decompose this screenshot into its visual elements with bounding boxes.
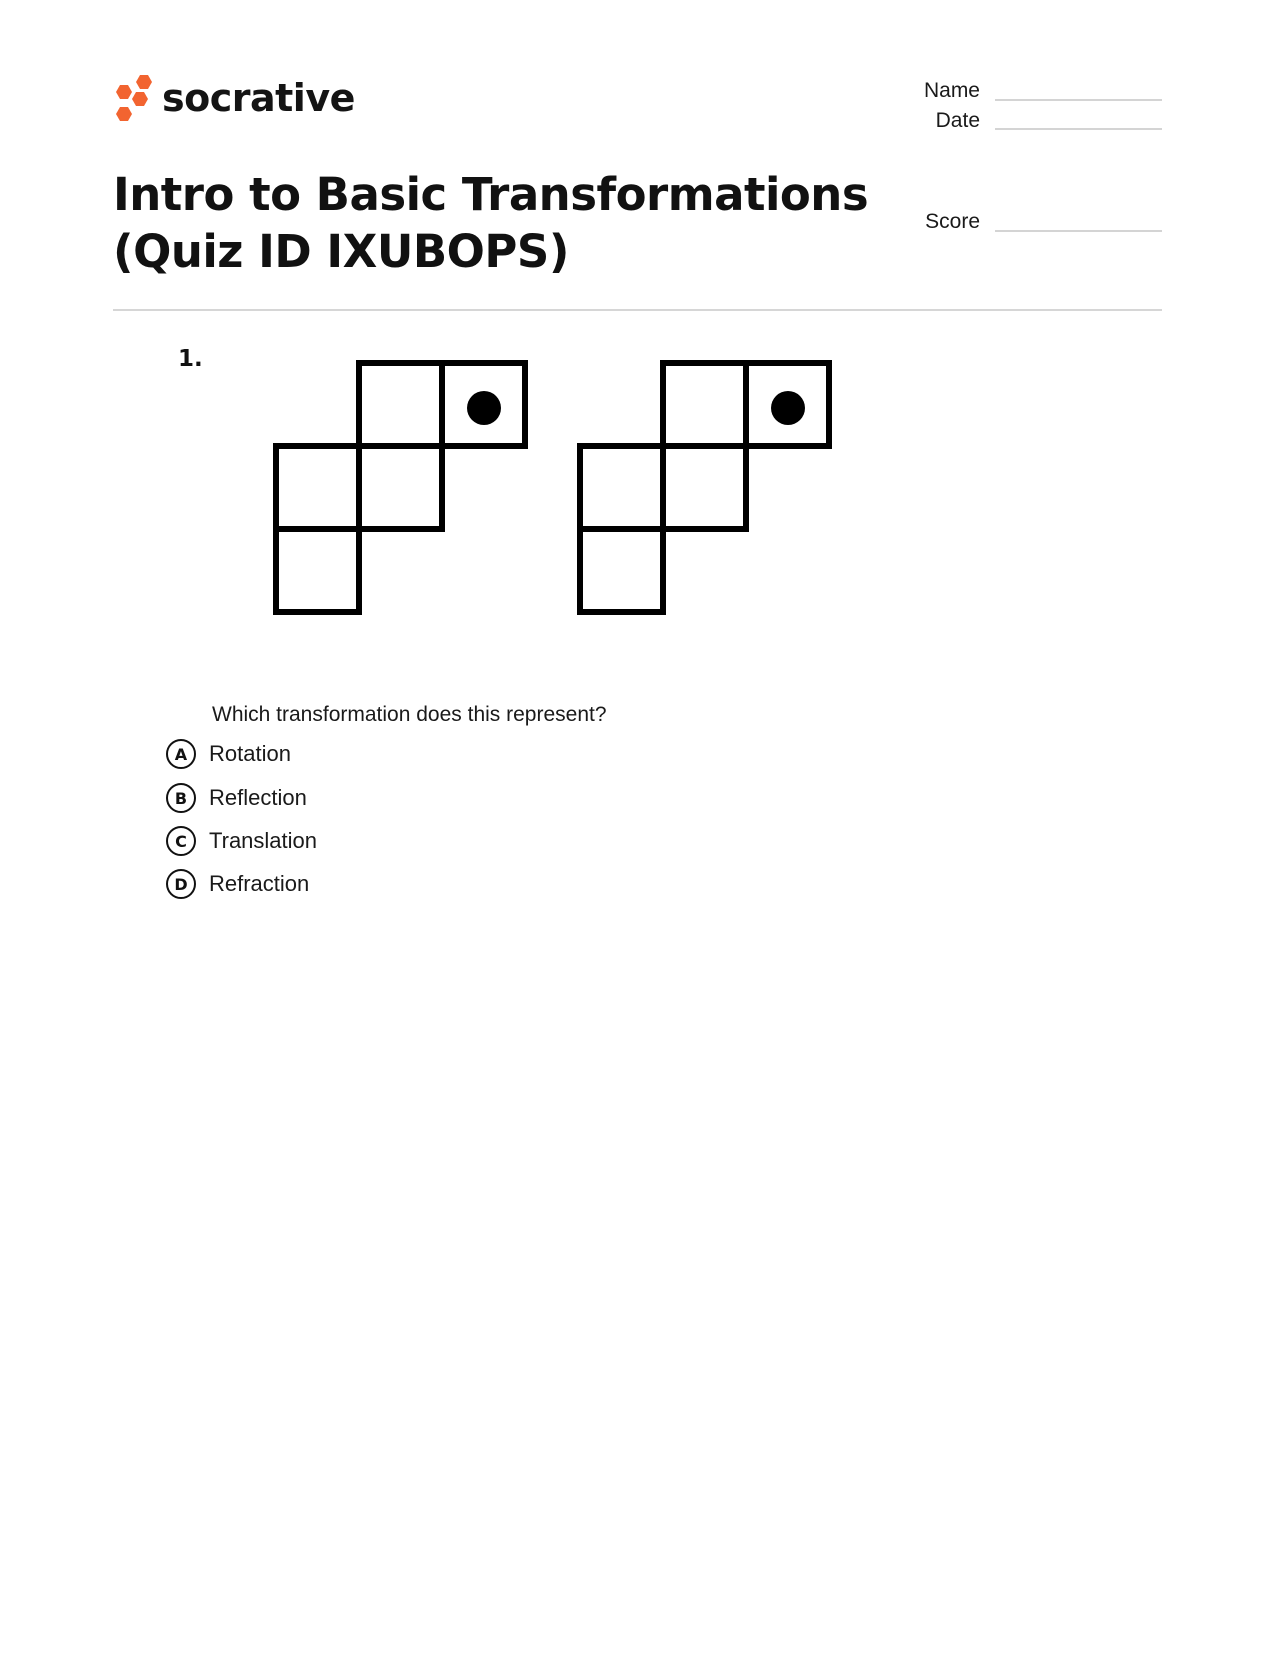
grid-shape-original-icon [270,355,540,625]
socrative-logo [112,72,355,126]
option-a[interactable] [166,736,291,772]
header-divider [113,309,1162,311]
date-field[interactable] [995,128,1162,130]
option-b-label: Reflection [209,785,307,810]
question-prompt: Which transformation does this represent? [212,703,607,726]
option-b-circle-icon[interactable]: B [166,783,196,813]
grid-shape-image-figure [574,355,844,625]
option-d[interactable] [166,866,309,902]
name-label: Name [923,79,980,102]
grid-shape-image-icon [574,355,844,625]
option-d-label: Refraction [209,871,310,896]
option-c[interactable] [166,823,317,859]
page-title [113,166,873,280]
question-number: 1. [178,346,203,372]
title-line-2: (Quiz ID IXUBOPS) [113,225,569,278]
hexagon-cluster-logo-icon [112,72,160,124]
score-field[interactable] [995,230,1162,232]
title-line-1: Intro to Basic Transformations [113,168,869,221]
grid-shape-original-figure [270,355,540,625]
option-c-circle-icon[interactable]: C [166,826,196,856]
date-label: Date [935,109,980,132]
option-b[interactable] [166,780,307,816]
option-d-circle-icon[interactable]: D [166,869,196,899]
name-field[interactable] [995,99,1162,101]
option-c-label: Translation [209,828,318,853]
option-a-label: Rotation [209,741,291,766]
score-label: Score [925,210,980,233]
brand-name: socrative [162,76,355,120]
option-a-circle-icon[interactable]: A [166,739,196,769]
